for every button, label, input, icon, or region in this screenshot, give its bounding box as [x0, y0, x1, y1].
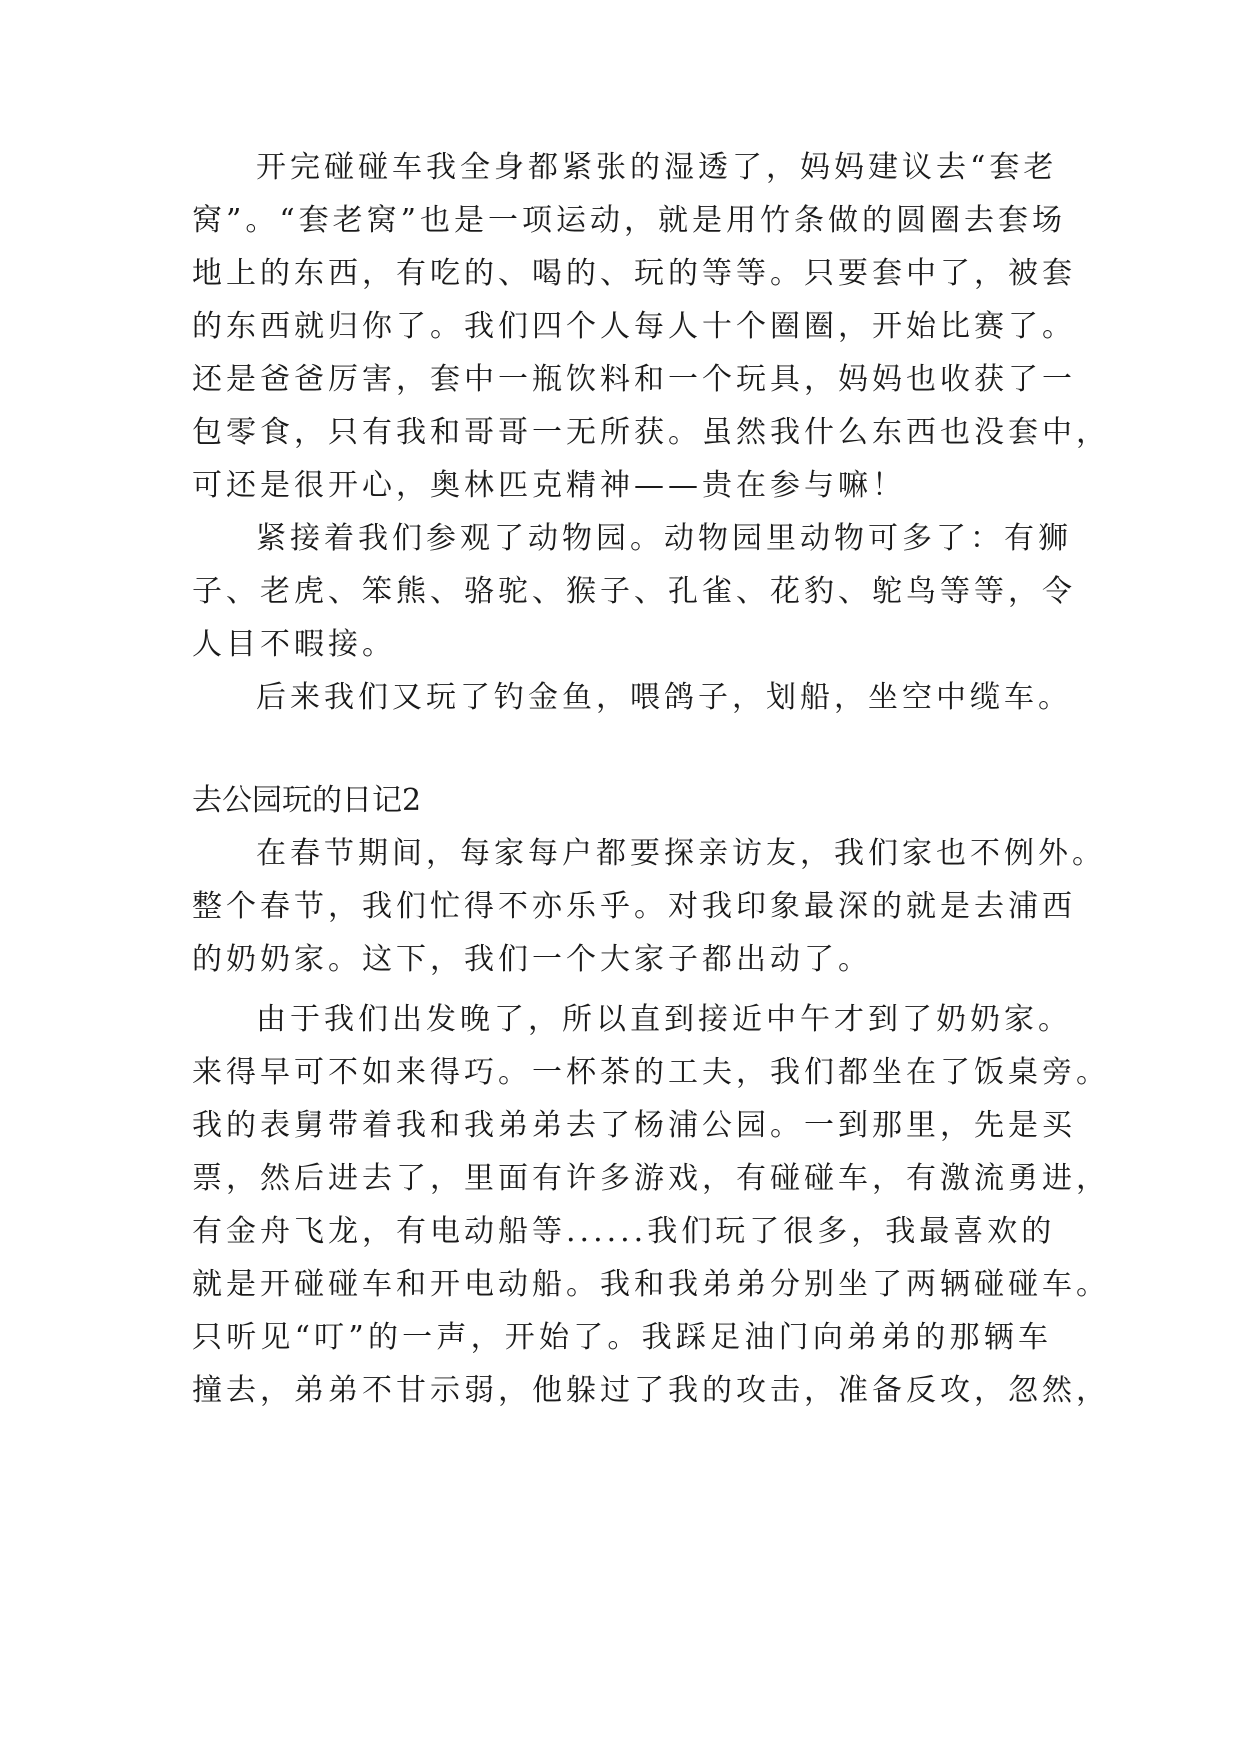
paragraph-4-line-3: 的奶奶家。这下，我们一个大家子都出动了。 [192, 942, 872, 977]
paragraph-2-line-3: 人目不暇接。 [192, 627, 396, 662]
paragraph-3-line-1: 后来我们又玩了钓金鱼，喂鸽子，划船，坐空中缆车。 [256, 680, 1072, 715]
paragraph-5-line-7: 只听见“叮”的一声，开始了。我踩足油门向弟弟的那辆车 [192, 1320, 1052, 1355]
paragraph-1-line-5: 还是爸爸厉害，套中一瓶饮料和一个玩具，妈妈也收获了一 [192, 362, 1076, 397]
paragraph-5-line-6: 就是开碰碰车和开电动船。我和我弟弟分别坐了两辆碰碰车。 [192, 1267, 1110, 1302]
paragraph-1-line-2: 窝”。“套老窝”也是一项运动，就是用竹条做的圆圈去套场 [192, 203, 1067, 238]
paragraph-1-line-7: 可还是很开心，奥林匹克精神——贵在参与嘛！ [192, 468, 906, 503]
paragraph-5-line-4: 票，然后进去了，里面有许多游戏，有碰碰车，有激流勇进， [192, 1161, 1110, 1196]
paragraph-5-line-3: 我的表舅带着我和我弟弟去了杨浦公园。一到那里，先是买 [192, 1108, 1076, 1143]
paragraph-5-line-1: 由于我们出发晚了，所以直到接近中午才到了奶奶家。 [256, 1002, 1072, 1037]
paragraph-1-line-4: 的东西就归你了。我们四个人每人十个圈圈，开始比赛了。 [192, 309, 1076, 344]
paragraph-1-line-1: 开完碰碰车我全身都紧张的湿透了，妈妈建议去“套老 [256, 150, 1058, 185]
paragraph-5-line-2: 来得早可不如来得巧。一杯茶的工夫，我们都坐在了饭桌旁。 [192, 1055, 1110, 1090]
paragraph-2-line-1: 紧接着我们参观了动物园。动物园里动物可多了：有狮 [256, 521, 1072, 556]
paragraph-2-line-2: 子、老虎、笨熊、骆驼、猴子、孔雀、花豹、鸵鸟等等，令 [192, 574, 1076, 609]
paragraph-4-line-2: 整个春节，我们忙得不亦乐乎。对我印象最深的就是去浦西 [192, 889, 1076, 924]
paragraph-5-line-5: 有金舟飞龙，有电动船等......我们玩了很多，我最喜欢的 [192, 1214, 1056, 1249]
paragraph-1-line-6: 包零食，只有我和哥哥一无所获。虽然我什么东西也没套中， [192, 415, 1110, 450]
section-heading: 去公园玩的日记2 [192, 783, 422, 818]
paragraph-5-line-8: 撞去，弟弟不甘示弱，他躲过了我的攻击，准备反攻，忽然， [192, 1373, 1110, 1408]
paragraph-1-line-3: 地上的东西，有吃的、喝的、玩的等等。只要套中了，被套 [192, 256, 1076, 291]
paragraph-4-line-1: 在春节期间，每家每户都要探亲访友，我们家也不例外。 [256, 836, 1106, 871]
